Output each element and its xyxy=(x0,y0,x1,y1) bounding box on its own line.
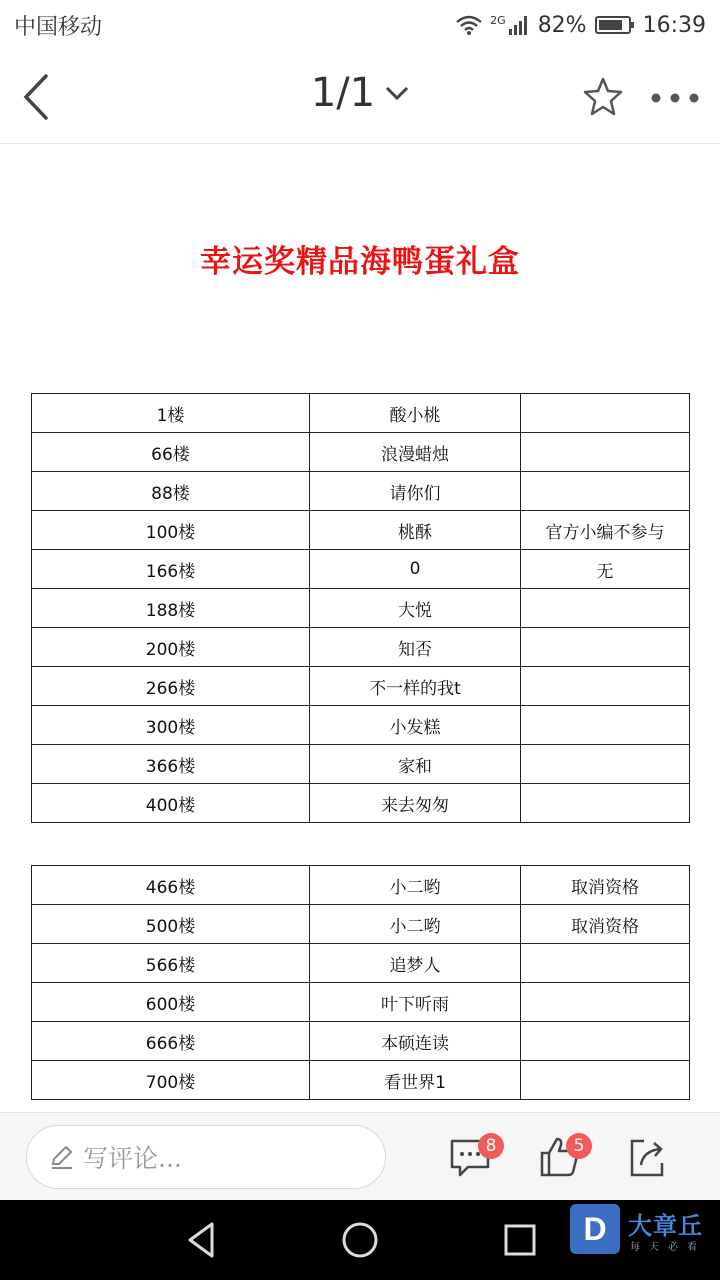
table-row xyxy=(32,1061,690,1100)
comment-input[interactable] xyxy=(26,1125,386,1189)
battery-icon xyxy=(595,15,635,35)
table-row xyxy=(32,983,690,1022)
floor-cell: 188楼 xyxy=(32,589,310,628)
winners-table-2 xyxy=(31,865,690,1100)
like-count-badge: 5 xyxy=(566,1133,592,1159)
floor-cell: 66楼 xyxy=(32,433,310,472)
battery-percent: 82% xyxy=(537,12,587,38)
floor-cell: 666楼 xyxy=(32,1022,310,1061)
clock: 16:39 xyxy=(642,12,706,38)
table-row xyxy=(32,784,690,823)
table-row xyxy=(32,944,690,983)
floor-cell: 300楼 xyxy=(32,706,310,745)
nav-home-icon[interactable] xyxy=(341,1220,379,1260)
floor-cell: 100楼 xyxy=(32,511,310,550)
page-indicator: 1/1 xyxy=(310,70,376,116)
floor-cell: 1楼 xyxy=(32,394,310,433)
winner-name-cell: 酸小桃 xyxy=(310,394,521,433)
table-row xyxy=(32,433,690,472)
note-cell xyxy=(521,1022,690,1061)
table-row xyxy=(32,1022,690,1061)
carrier-label: 中国移动 xyxy=(14,14,103,40)
winner-name-cell: 追梦人 xyxy=(310,944,521,983)
favorite-star-icon[interactable] xyxy=(582,76,624,118)
winner-name-cell: 大悦 xyxy=(310,589,521,628)
note-cell: 取消资格 xyxy=(521,866,690,905)
floor-cell: 200楼 xyxy=(32,628,310,667)
comment-placeholder: 写评论... xyxy=(83,1144,182,1173)
note-cell xyxy=(521,628,690,667)
note-cell xyxy=(521,667,690,706)
table-row xyxy=(32,472,690,511)
floor-cell: 700楼 xyxy=(32,1061,310,1100)
winner-name-cell: 小二哟 xyxy=(310,866,521,905)
nav-recents-icon[interactable] xyxy=(503,1220,537,1260)
watermark-name: 大章丘 xyxy=(628,1212,703,1240)
table-row xyxy=(32,394,690,433)
note-cell xyxy=(521,589,690,628)
winner-name-cell: 叶下听雨 xyxy=(310,983,521,1022)
note-cell: 取消资格 xyxy=(521,905,690,944)
note-cell xyxy=(521,745,690,784)
floor-cell: 400楼 xyxy=(32,784,310,823)
winner-name-cell: 桃酥 xyxy=(310,511,521,550)
note-cell xyxy=(521,784,690,823)
watermark-slogan: 每天必看 xyxy=(630,1242,706,1253)
note-cell: 无 xyxy=(521,550,690,589)
note-cell xyxy=(521,394,690,433)
winner-name-cell: 请你们 xyxy=(310,472,521,511)
signal-icon xyxy=(508,14,530,36)
document-title: 幸运奖精品海鸭蛋礼盒 xyxy=(200,244,520,280)
nav-back-icon[interactable] xyxy=(184,1220,218,1260)
floor-cell: 466楼 xyxy=(32,866,310,905)
status-indicators xyxy=(456,13,706,38)
more-options-icon[interactable] xyxy=(650,92,700,104)
table-row xyxy=(32,745,690,784)
chevron-down-icon xyxy=(385,85,409,101)
comment-count-badge: 8 xyxy=(478,1133,504,1159)
note-cell xyxy=(521,433,690,472)
pencil-icon xyxy=(49,1144,75,1170)
table-row xyxy=(32,628,690,667)
winner-name-cell: 浪漫蜡烛 xyxy=(310,433,521,472)
wifi-icon xyxy=(456,15,482,35)
note-cell xyxy=(521,472,690,511)
winner-name-cell: 看世界1 xyxy=(310,1061,521,1100)
winner-name-cell: 小发糕 xyxy=(310,706,521,745)
viewer-header xyxy=(0,50,720,144)
table-row xyxy=(32,667,690,706)
table-row xyxy=(32,905,690,944)
floor-cell: 166楼 xyxy=(32,550,310,589)
note-cell xyxy=(521,944,690,983)
floor-cell: 266楼 xyxy=(32,667,310,706)
floor-cell: 566楼 xyxy=(32,944,310,983)
table-row xyxy=(32,706,690,745)
floor-cell: 600楼 xyxy=(32,983,310,1022)
winner-name-cell: 小二哟 xyxy=(310,905,521,944)
note-cell xyxy=(521,1061,690,1100)
table-row xyxy=(32,866,690,905)
winner-name-cell: 不一样的我t xyxy=(310,667,521,706)
note-cell xyxy=(521,983,690,1022)
share-icon[interactable] xyxy=(626,1135,670,1179)
winner-name-cell: 本硕连读 xyxy=(310,1022,521,1061)
winner-name-cell: 来去匆匆 xyxy=(310,784,521,823)
winner-name-cell: 家和 xyxy=(310,745,521,784)
table-row xyxy=(32,511,690,550)
floor-cell: 366楼 xyxy=(32,745,310,784)
note-cell: 官方小编不参与 xyxy=(521,511,690,550)
floor-cell: 88楼 xyxy=(32,472,310,511)
watermark-logo-mark: D xyxy=(570,1204,620,1254)
note-cell xyxy=(521,706,690,745)
comment-bar xyxy=(0,1112,720,1200)
status-bar xyxy=(0,0,720,50)
table-row xyxy=(32,589,690,628)
table-row xyxy=(32,550,690,589)
network-type: 2G xyxy=(490,13,506,27)
winner-name-cell: 知否 xyxy=(310,628,521,667)
floor-cell: 500楼 xyxy=(32,905,310,944)
winners-table-1 xyxy=(31,393,690,823)
watermark-logo xyxy=(570,1204,716,1256)
winner-name-cell: 0 xyxy=(310,550,521,589)
